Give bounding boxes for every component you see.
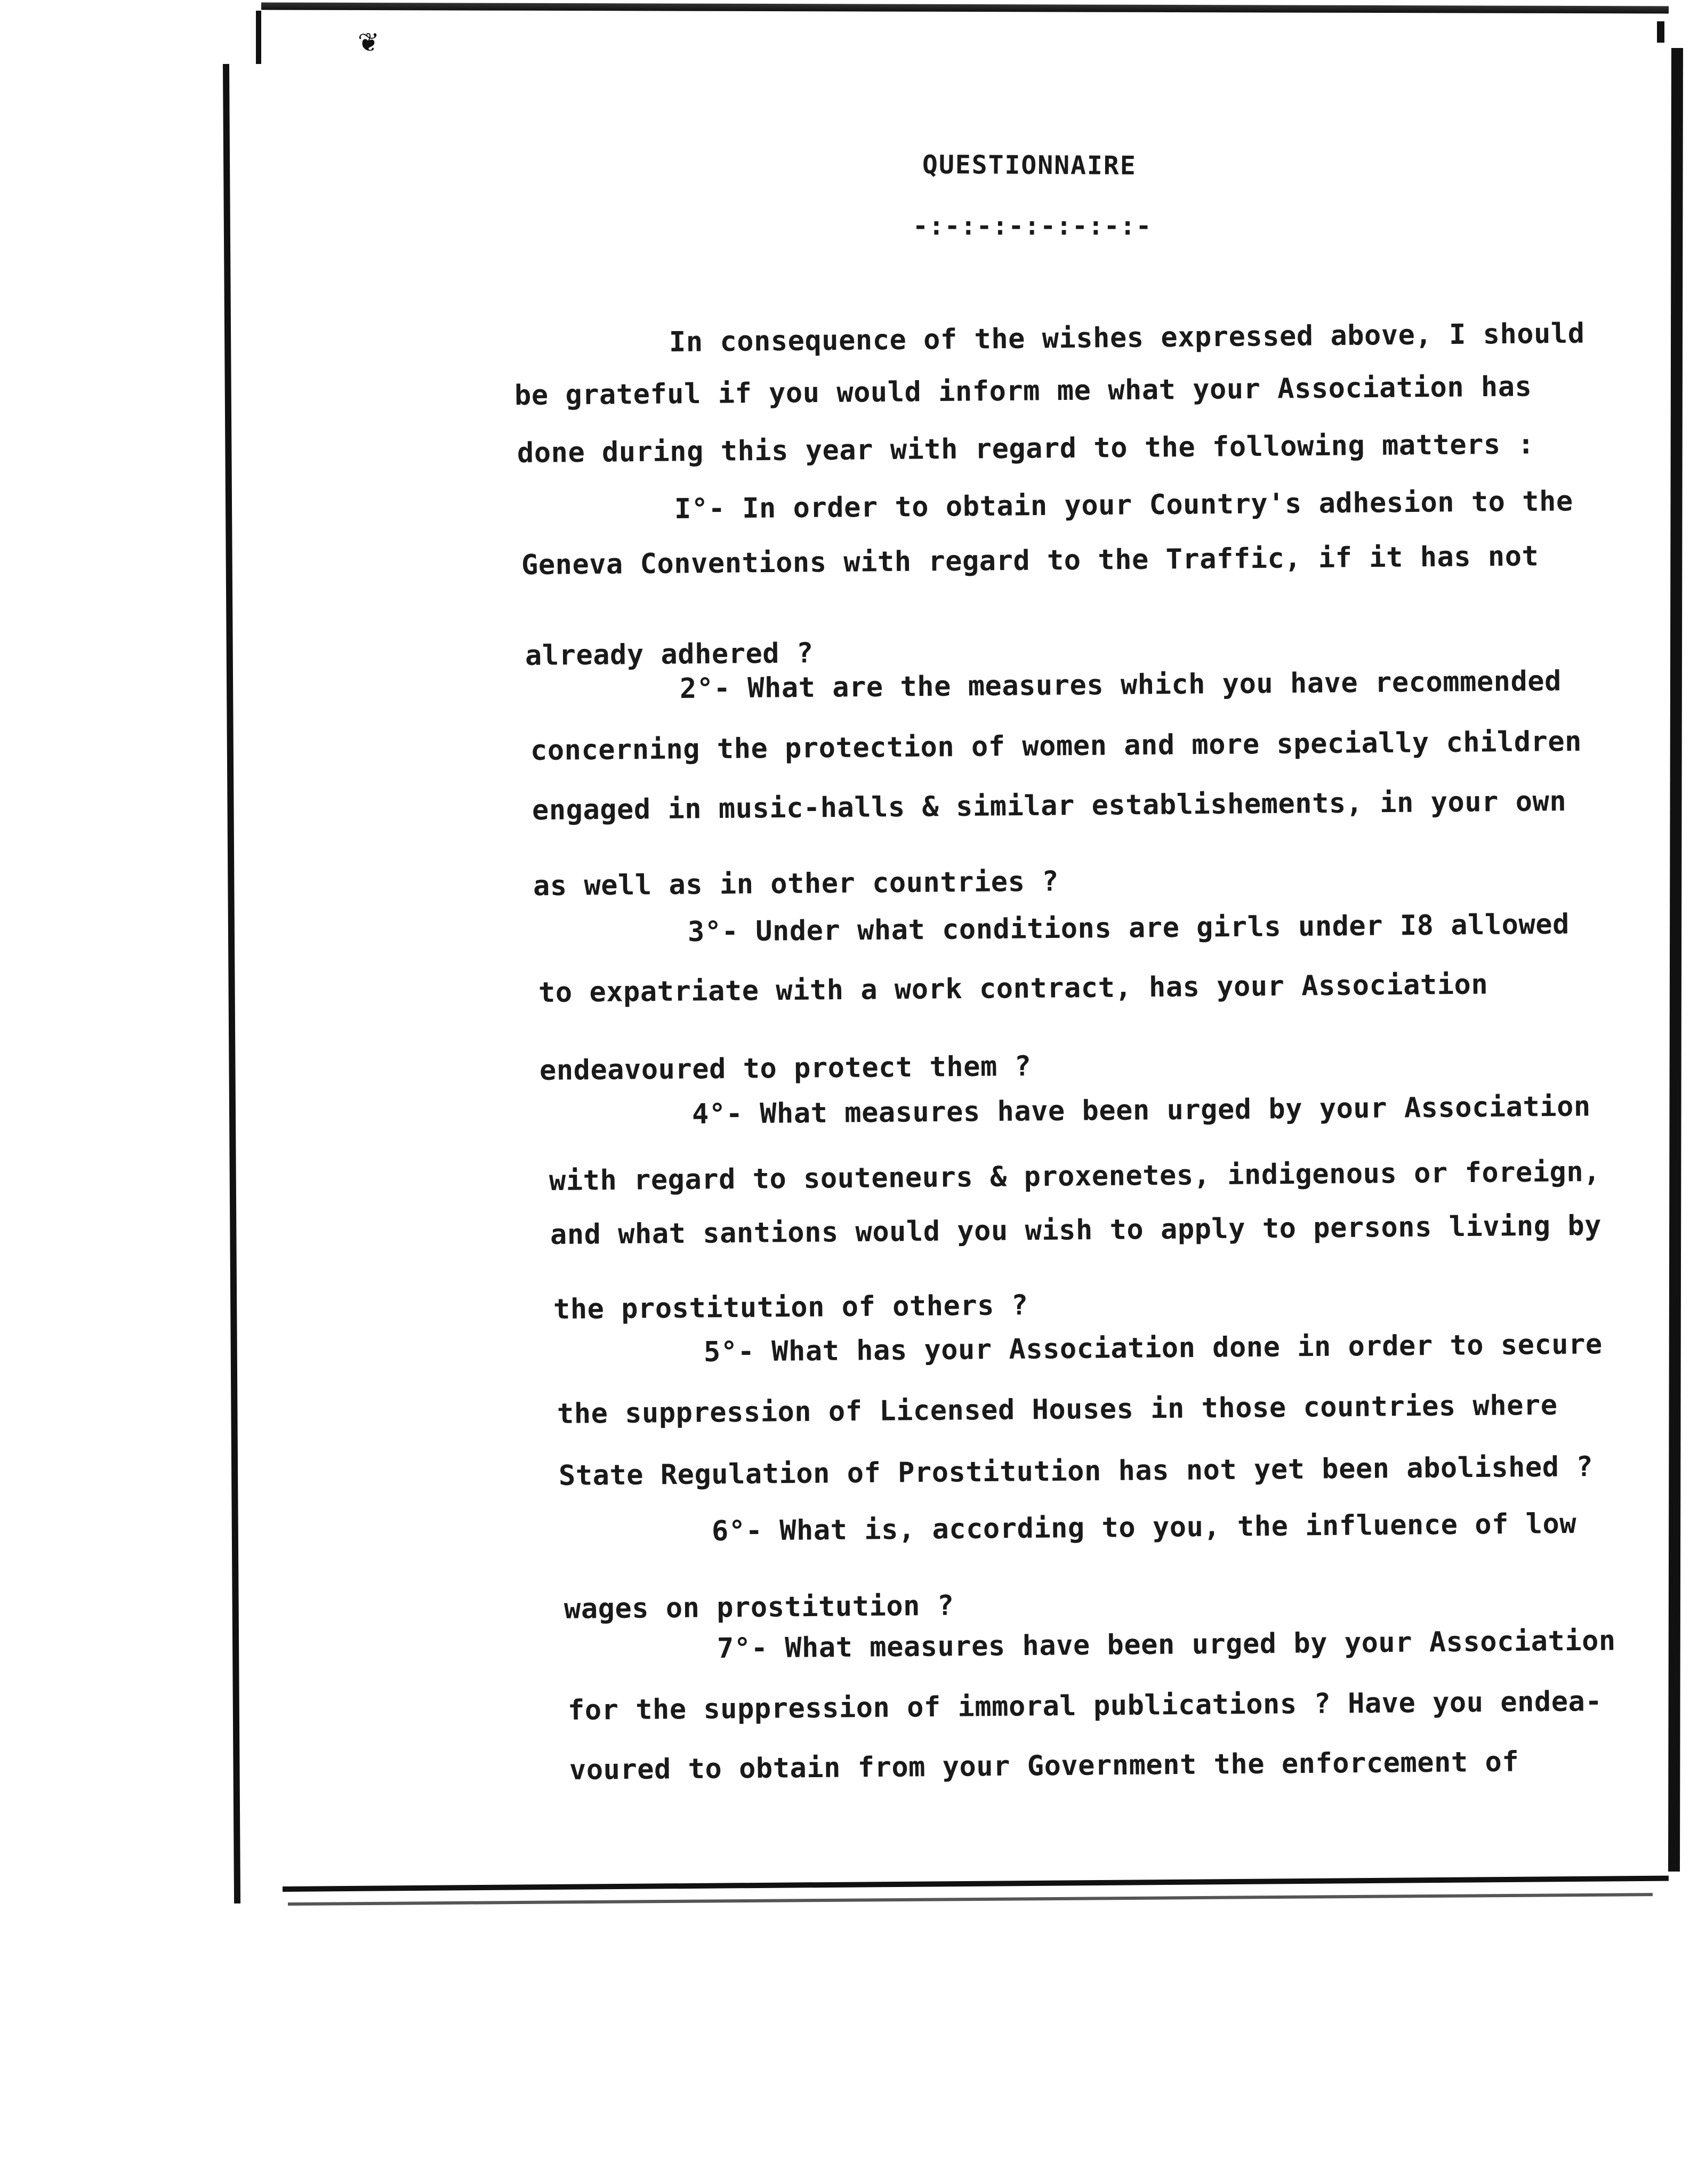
question-line: to expatriate with a work contract, has your Association (538, 968, 1488, 1009)
question-line: State Regulation of Prostitution has not yet been abolished ? (558, 1451, 1594, 1492)
question-line: endeavoured to protect them ? (539, 1050, 1032, 1087)
body-line: be grateful if you would inform me what your Association has (514, 371, 1532, 412)
question-line: concerning the protection of women and more specially children (530, 725, 1582, 767)
question-line: Geneva Conventions with regard to the Traffic, if it has not (521, 540, 1539, 581)
title-divider: -:-:-:-:-:-:-:- (913, 211, 1152, 241)
question-line: 7°- What measures have been urged by your Association (717, 1625, 1616, 1665)
question-line: 2°- What are the measures which you have recommended (679, 665, 1562, 705)
question-line: 5°- What has your Association done in order to secure (703, 1328, 1603, 1368)
question-line: wages on prostitution ? (564, 1589, 954, 1625)
question-line: 3°- Under what conditions are girls under I8 allowed (687, 908, 1570, 948)
document-title: QUESTIONNAIRE (922, 149, 1137, 181)
question-line: and what santions would you wish to apply to persons living by (550, 1209, 1602, 1251)
question-line: for the suppression of immoral publications ? Have you endea- (567, 1685, 1603, 1727)
question-line: the suppression of Licensed Houses in those countries where (557, 1389, 1558, 1430)
question-line: with regard to souteneurs & proxenetes, indigenous or foreign, (549, 1155, 1601, 1197)
ink-blot-icon: ❦ (358, 22, 378, 59)
body-line: done during this year with regard to the following matters : (517, 428, 1535, 469)
question-line: engaged in music-halls & similar establishements, in your own (532, 785, 1567, 826)
body-line: In consequence of the wishes expressed above, I should (669, 317, 1585, 358)
question-line: 4°- What measures have been urged by your Association (691, 1090, 1591, 1130)
question-line: the prostitution of others ? (553, 1289, 1028, 1326)
question-line: already adhered ? (525, 637, 814, 672)
question-line: as well as in other countries ? (533, 865, 1059, 902)
question-line: 6°- What is, according to you, the influence of low (711, 1507, 1577, 1547)
question-line: voured to obtain from your Government the enforcement of (569, 1746, 1519, 1786)
question-line: I°- In order to obtain your Country's adhesion to the (674, 485, 1573, 525)
